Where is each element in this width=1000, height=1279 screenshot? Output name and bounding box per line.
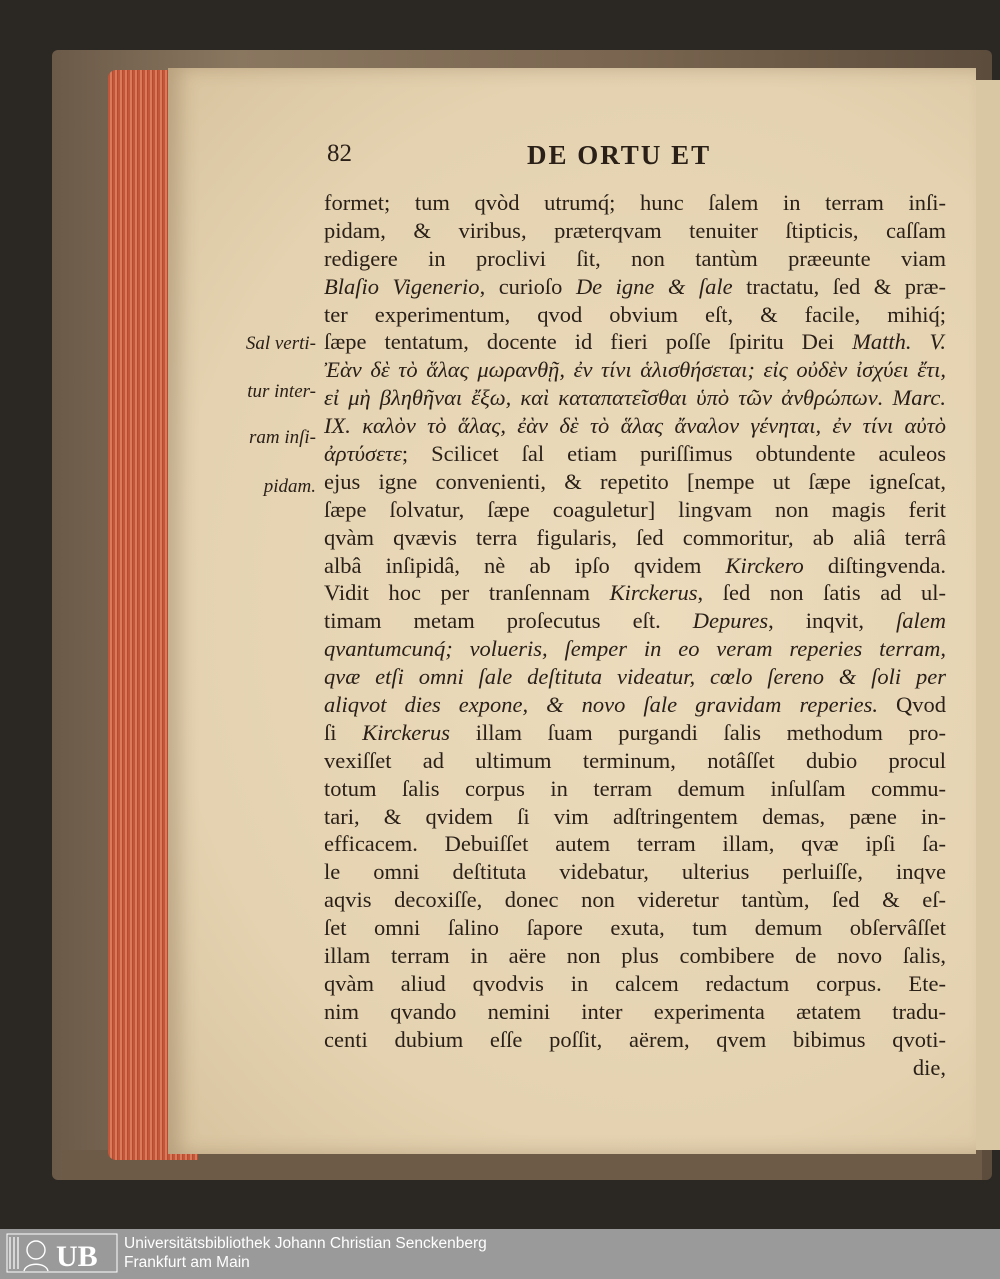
svg-text:UB: UB: [56, 1240, 98, 1273]
italic-text: εἰ μὴ βληθῆναι ἔξω, καὶ καταπατεῖσθαι ὑπὸ τῶν ἀνθρώπων.: [324, 385, 893, 411]
text-line: [324, 189, 946, 217]
page-body-text: [324, 189, 946, 1082]
text-segment: illam terram in aëre non plus combibere de novo ſalis,: [324, 943, 946, 969]
text-segment: pidam, & viribus, præterqvam tenuiter ſtipticis, caſſam: [324, 217, 946, 243]
text-line: [324, 719, 946, 747]
text-line: [324, 914, 946, 942]
text-segment: le omni deſtituta videbatur, ulterius perluiſſe, inqve: [324, 859, 946, 885]
italic-text: De igne & ſale: [575, 273, 733, 299]
text-line: [324, 970, 946, 998]
text-line: [324, 496, 946, 524]
text-line: [324, 356, 946, 384]
text-segment: nim qvando nemini inter experimenta ætatem tradu-: [324, 998, 946, 1024]
margin-note-line: pidam.: [263, 476, 316, 497]
page-header: [327, 140, 947, 174]
text-segment: redigere in proclivi ſit, non tantùm præeunte viam: [324, 245, 946, 271]
italic-text: qvæ etſi omni ſale deſtituta videatur, cœlo ſereno & ſoli per: [324, 664, 946, 690]
text-line: [324, 775, 946, 803]
text-line: [324, 301, 946, 329]
margin-note-line: ram inſi-: [248, 427, 316, 448]
text-segment: diſtingvenda.: [803, 552, 946, 578]
text-line: [324, 1026, 946, 1054]
facing-page-edge: [975, 80, 1000, 1150]
italic-text: Kirckerus: [362, 719, 451, 745]
page-number: 82: [327, 140, 352, 167]
text-segment: illam ſuam purgandi ſalis methodum pro-: [450, 719, 946, 745]
text-segment: centi dubium eſſe poſſit, aërem, qvem bibimus qvoti-: [324, 1026, 946, 1052]
text-segment: tari, & qvidem ſi vim adſtringentem demas, pæne in-: [324, 803, 946, 829]
text-line: [324, 552, 946, 580]
text-line: [324, 691, 946, 719]
text-segment: tractatu, ſed & præ-: [732, 273, 946, 299]
text-line: [324, 607, 946, 635]
library-footer: [0, 1229, 1000, 1279]
italic-text: Blaſio Vigenerio: [324, 273, 480, 299]
library-name: Universitätsbibliothek Johann Christian Senckenberg: [124, 1235, 487, 1252]
text-segment: efficacem. Debuiſſet autem terram illam, qvæ ipſi ſa-: [324, 831, 946, 857]
text-segment: vexiſſet ad ultimum terminum, notâſſet dubio procul: [324, 747, 946, 773]
text-segment: ejus igne convenienti, & repetito [nempe ut ſæpe igneſcat,: [324, 468, 946, 494]
text-segment: qvàm qvævis terra figularis, ſed commoritur, ab aliâ terrâ: [324, 524, 946, 550]
italic-text: IX.: [324, 413, 363, 439]
text-segment: , inqvit,: [768, 608, 896, 634]
text-line: [324, 273, 946, 301]
text-segment: qvàm aliud qvodvis in calcem redactum corpus. Ete-: [324, 970, 946, 996]
text-line: [324, 440, 946, 468]
italic-text: ἀρτύσετε: [324, 441, 402, 467]
ub-logo-icon: [6, 1233, 118, 1273]
book-cover-bottom: [62, 1150, 982, 1180]
margin-note-line: Sal verti-: [245, 333, 316, 354]
italic-text: Kirckerus: [609, 580, 698, 606]
text-line: [324, 384, 946, 412]
text-segment: ſæpe tentatum, docente id fieri poſſe ſpiritu Dei: [324, 329, 853, 355]
text-line: [324, 217, 946, 245]
text-segment: Vidit hoc per tranſennam: [324, 580, 610, 606]
text-line: [324, 245, 946, 273]
text-line: [324, 468, 946, 496]
text-line: [324, 524, 946, 552]
text-line: [324, 328, 946, 356]
text-line: [324, 803, 946, 831]
text-segment: ſæpe ſolvatur, ſæpe coaguletur] lingvam non magis ferit: [324, 496, 946, 522]
catchword: die,: [912, 1054, 946, 1080]
library-city: Frankfurt am Main: [124, 1254, 250, 1271]
margin-note-line: tur inter-: [247, 381, 316, 402]
italic-text: ſalem: [895, 608, 946, 634]
text-line: [324, 942, 946, 970]
text-segment: ; Scilicet ſal etiam puriſſimus obtundente aculeos: [401, 441, 946, 467]
text-segment: albâ inſipidâ, nè ab ipſo qvidem: [324, 552, 726, 578]
text-segment: Qvod: [877, 692, 947, 718]
text-line: [324, 579, 946, 607]
text-segment: ter experimentum, qvod obvium eſt, & facile, mihiq́;: [324, 301, 946, 327]
italic-text: καλὸν τὸ ἅλας, ἐὰν δὲ τὸ ἅλας ἄναλον γένηται, ἐν τίνι αὐτὸ: [362, 413, 946, 439]
text-line: [324, 998, 946, 1026]
text-line: [324, 886, 946, 914]
text-line: [324, 858, 946, 886]
text-segment: ſi: [324, 719, 363, 745]
running-head: DE ORTU ET: [527, 140, 712, 170]
text-line: [324, 635, 946, 663]
text-line: [324, 663, 946, 691]
text-segment: , ſed non ſatis ad ul-: [697, 580, 946, 606]
italic-text: Depures: [692, 608, 769, 634]
text-segment: totum ſalis corpus in terram demum inſulſam commu-: [324, 775, 946, 801]
text-segment: aqvis decoxiſſe, donec non videretur tantùm, ſed & eſ-: [324, 887, 946, 913]
italic-text: Ἐὰν δὲ τὸ ἅλας μωρανθῇ, ἐν τίνι ἁλισθήσεται; εἰς οὐδὲν ἰσχύει ἔτι,: [324, 357, 946, 383]
italic-text: aliqvot dies expone, & novo ſale gravidam reperies.: [324, 692, 878, 718]
text-segment: , curioſo: [479, 273, 576, 299]
text-segment: ſet omni ſalino ſapore exuta, tum demum obſervâſſet: [324, 915, 946, 941]
text-segment: timam metam proſecutus eſt.: [324, 608, 693, 634]
text-line: [324, 412, 946, 440]
italic-text: Kirckero: [725, 552, 804, 578]
italic-text: qvantumcunq́; volueris, ſemper in eo veram reperies terram,: [324, 636, 946, 662]
text-line: [324, 830, 946, 858]
italic-text: Matth. V.: [852, 329, 946, 355]
text-line: [324, 747, 946, 775]
italic-text: Marc.: [892, 385, 946, 411]
text-segment: formet; tum qvòd utrumq́; hunc ſalem in terram inſi-: [324, 190, 946, 215]
